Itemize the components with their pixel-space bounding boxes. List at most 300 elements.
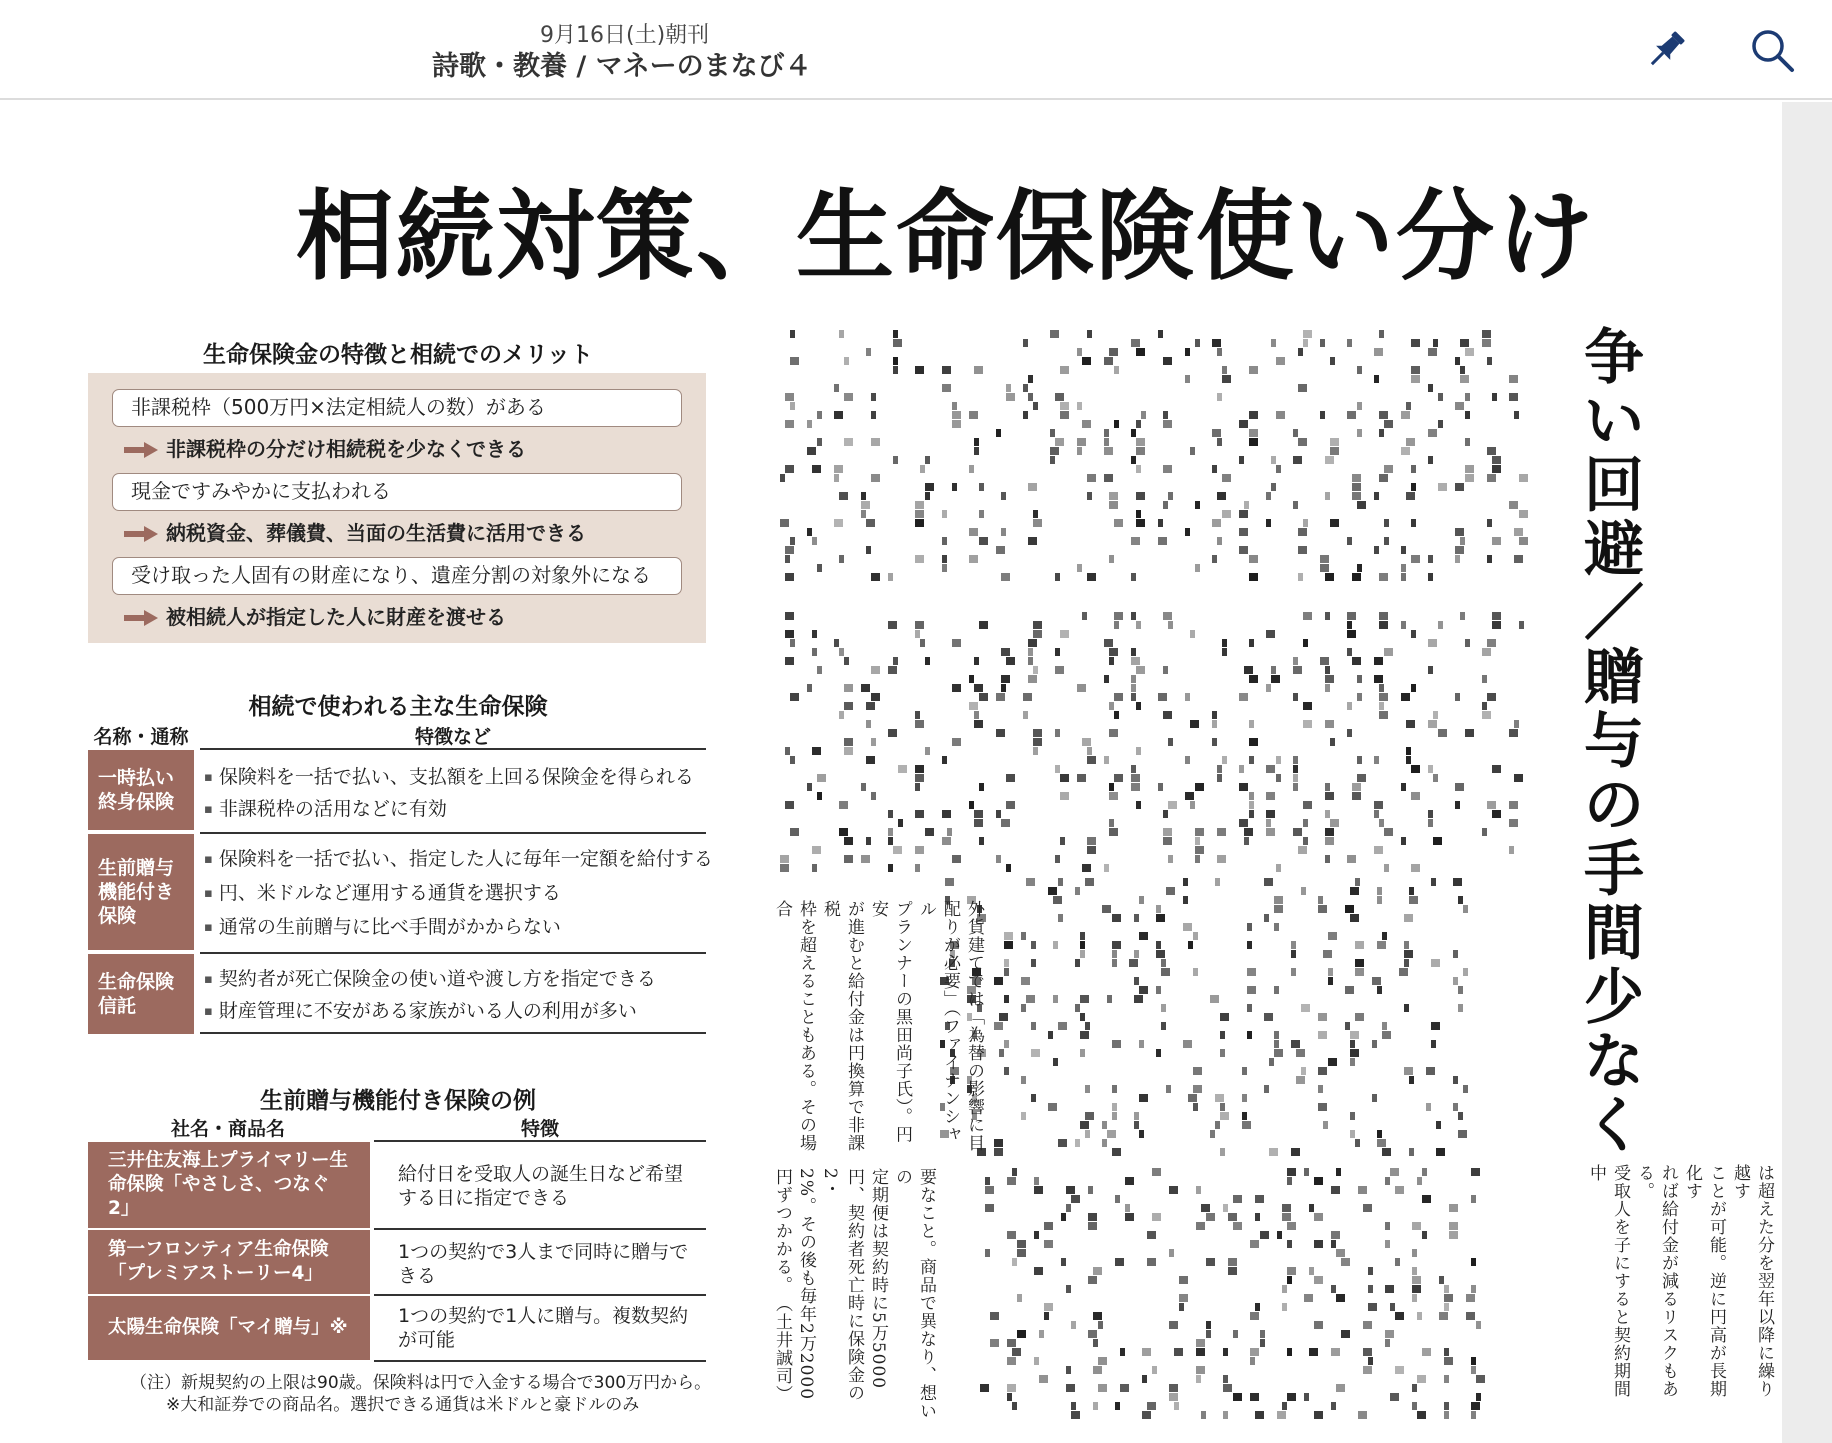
pixel-block [1109,729,1118,737]
merit-benefit-text: 被相続人が指定した人に財産を渡せる [166,605,506,629]
pixel-block [1426,1103,1431,1111]
pixel-block [1112,950,1117,958]
pixel-block [1223,1411,1228,1419]
pixel-block [1156,914,1165,922]
pixel-block [1379,474,1388,482]
pixel-block [1465,393,1470,401]
pixel-block [1514,774,1523,782]
pixel-block [979,693,988,701]
pixel-block [1239,456,1244,464]
pixel-block [1401,621,1406,629]
pixel-block [1131,774,1140,782]
pixel-block [925,456,930,464]
pixel-block [1098,1321,1103,1329]
pixel-block [1185,756,1190,764]
pixel-block [1412,1276,1421,1284]
pixel-block [1341,1258,1350,1266]
pixel-block [942,756,947,764]
pixel-block [1411,339,1420,347]
pixel-block [1007,1384,1016,1392]
pixel-block [812,537,817,545]
pixel-block [888,621,897,629]
pixel-block [1455,801,1460,809]
pixel-block [1406,720,1415,728]
pixel-block [871,411,876,419]
pixel-block [1077,447,1082,455]
pixel-block [1023,411,1028,419]
pixel-block [1438,420,1443,428]
pixel-block [1325,666,1330,674]
pixel-block [1274,1049,1283,1057]
pixel-block [834,465,843,473]
pixel-block [1169,1384,1178,1392]
pixel-block [1131,684,1136,692]
pixel-block [1163,465,1172,473]
pixel-block [1271,339,1276,347]
article-subhead [1574,323,1654,1161]
pixel-block [1250,1348,1259,1356]
pixel-block [1390,1393,1399,1401]
pixel-block [1350,1112,1355,1120]
pixel-block [925,492,930,500]
pixel-block [1055,648,1060,656]
pixel-block [1087,330,1092,338]
pixel-block [1195,564,1200,572]
pixel-block [1109,828,1118,836]
pixel-block [1134,1121,1139,1129]
pixel-block [1282,1204,1291,1212]
pixel-block [1093,1312,1102,1320]
pixel-block [1185,528,1190,536]
product-name: 太陽生命保険「マイ贈与」※ [88,1296,370,1360]
pixel-block [1411,519,1416,527]
pixel-block [1196,1222,1205,1230]
pixel-block [1374,846,1383,854]
merit-feature: 現金ですみやかに支払われる [112,473,682,511]
pixel-block [974,819,983,827]
pixel-block [888,864,893,872]
pixel-block [1075,959,1080,967]
pixel-block [1374,375,1379,383]
pixel-block [1169,1393,1178,1401]
pixel-block [1163,810,1168,818]
pixel-block [1206,1258,1215,1266]
pixel-block [1136,519,1145,527]
pixel-block [866,519,875,527]
pixel-block [915,519,924,527]
page-scroll-strip[interactable] [1782,102,1832,1443]
arrow-right-icon [124,607,158,631]
pixel-block [1195,783,1204,791]
pixel-block [1077,348,1082,356]
pixel-block [1058,1139,1067,1147]
pixel-block [1066,1285,1071,1293]
pixel-block [1077,684,1086,692]
pixel-block [1223,1375,1228,1383]
pixel-block [1336,1249,1345,1257]
pixel-block [1345,986,1354,994]
pixel-block [1212,720,1217,728]
pixel-block [974,684,983,692]
pixel-block [893,657,898,665]
pixel-block [1492,621,1501,629]
pixel-block [1471,1285,1476,1293]
pixel-block [979,783,984,791]
pixel-block [1379,702,1384,710]
pixel-block [1142,1348,1151,1356]
pixel-block [1433,711,1438,719]
pixel-block [1438,393,1443,401]
pixel-block [1185,693,1190,701]
pixel-block [1271,456,1276,464]
pixel-block [1152,1366,1157,1374]
search-icon[interactable] [1748,26,1796,74]
pixel-block [866,720,871,728]
pixel-block [1465,639,1470,647]
pixel-block [1210,995,1219,1003]
pixel-block [839,555,844,563]
merit-benefit [124,517,586,547]
pixel-block [1125,1204,1130,1212]
pixel-block [1399,968,1408,976]
pixel-block [1301,887,1306,895]
pixel-block [1055,765,1060,773]
pixel-block [1077,564,1082,572]
pixel-block [1368,1285,1373,1293]
pixel-block [969,675,974,683]
pixel-block [915,630,920,638]
pixel-block [996,810,1001,818]
pixel-block [1023,339,1028,347]
pixel-block [785,546,794,554]
pixel-block [1247,1004,1252,1012]
table-rule [374,1294,706,1296]
pixel-block [1431,1022,1440,1030]
pixel-block [1293,756,1298,764]
pixel-block [1363,1348,1372,1356]
pixel-block [1055,573,1060,581]
pixel-block [1519,537,1528,545]
pixel-block [1031,1022,1036,1030]
pixel-block [1363,1366,1372,1374]
article-line: 要なこと。商品で異なり、想いの [892,1168,936,1420]
pixel-block [1006,393,1015,401]
pixel-block [1026,995,1035,1003]
pixel-block [1266,684,1271,692]
pixel-block [920,639,925,647]
pixel-block [1282,1303,1287,1311]
pixel-block [1357,402,1362,410]
pixel-block [1509,819,1518,827]
pixel-block [1379,573,1388,581]
pixel-block [1021,1076,1026,1084]
pixel-block [1395,1312,1404,1320]
pixel-block [1048,1031,1053,1039]
pixel-block [1136,621,1141,629]
pixel-block [1411,864,1420,872]
pixel-block [1206,1213,1215,1221]
pixel-block [785,747,790,755]
pixel-block [1004,1067,1009,1075]
pixel-block [1147,1402,1156,1410]
pixel-block [915,864,920,872]
pixel-block [1212,429,1221,437]
pixel-block [1298,846,1307,854]
pixel-block [1411,765,1420,773]
pixel-block [1357,675,1362,683]
pixel-block [1196,1375,1201,1383]
pixel-block [996,693,1005,701]
pixel-block [1104,429,1109,437]
article-line: れば給付金が減るリスクもある。 [1634,1164,1678,1398]
pixel-block [1093,1267,1102,1275]
pixel-block [1004,968,1009,976]
pixel-block [1318,896,1323,904]
pixel-block [1114,693,1123,701]
pixel-block [1325,783,1330,791]
pin-icon[interactable] [1642,26,1690,74]
pixel-block [1264,1085,1269,1093]
pixel-block [1438,729,1447,737]
pixel-block [1193,1085,1202,1093]
pixel-block [1217,774,1222,782]
pixel-block [1355,878,1360,886]
pixel-block [1195,837,1200,845]
pixel-block [1347,612,1356,620]
pixel-block [1409,887,1414,895]
pixel-block [785,801,794,809]
pixel-block [1476,1321,1481,1329]
pixel-block [1509,393,1518,401]
pixel-block [1444,1294,1453,1302]
pixel-block [785,555,790,563]
pixel-block [1347,702,1352,710]
pixel-block [1287,1393,1296,1401]
pixel-block [1247,941,1252,949]
pixel-block [1220,1049,1225,1057]
pixel-block [1266,519,1271,527]
pixel-block [1161,1022,1166,1030]
pixel-block [1422,1168,1427,1176]
pixel-block [1298,438,1307,446]
pixel-block [1006,774,1015,782]
pixel-block [1303,720,1312,728]
pixel-block [1102,1121,1107,1129]
pixel-block [1161,968,1170,976]
pixel-block [1390,1168,1399,1176]
pixel-block [1519,510,1528,518]
pixel-block [1249,366,1258,374]
subhead-char: 与 [1584,707,1644,777]
pixel-block [1098,1384,1107,1392]
pixel-block [1433,774,1438,782]
pixel-block [1017,1240,1026,1248]
pixel-block [1082,738,1091,746]
pixel-block [1463,905,1468,913]
pixel-block [844,393,853,401]
pixel-block [1276,774,1281,782]
pixel-block [1082,357,1091,365]
pixel-block [1112,914,1121,922]
pixel-block [1368,1267,1373,1275]
pixel-block [1142,1411,1151,1419]
pixel-block [1048,887,1057,895]
pixel-block [1422,1231,1427,1239]
pixel-block [1147,1231,1156,1239]
pixel-block [1023,693,1032,701]
pixel-block [1239,546,1248,554]
pixel-block [1293,693,1298,701]
pixel-block [952,411,961,419]
pixel-block [1347,621,1352,629]
pixel-block [952,483,957,491]
pixel-block [1001,573,1010,581]
pixel-block [1363,1321,1372,1329]
pixel-block [1406,492,1415,500]
pixel-block [1320,657,1329,665]
pixel-block [1055,855,1060,863]
pixel-block [994,1148,1003,1156]
pixel-block [1274,923,1279,931]
pixel-block [1309,1348,1318,1356]
pixel-block [1156,905,1161,913]
pixel-block [1458,1004,1463,1012]
pixel-block [1201,1411,1206,1419]
pixel-block [1080,1013,1085,1021]
pixel-block [1264,878,1273,886]
pixel-block [1291,941,1296,949]
pixel-block [1031,941,1036,949]
pixel-block [1163,420,1172,428]
pixel-block [1330,519,1339,527]
pixel-block [1331,1231,1340,1239]
pixel-block [1112,1103,1117,1111]
pixel-block [1053,941,1058,949]
pixel-block [1455,357,1460,365]
pixel-block [1104,864,1109,872]
pixel-block [915,711,920,719]
pixel-block [866,348,871,356]
pixel-block [1190,801,1195,809]
pixel-block [1249,429,1258,437]
pixel-block [1075,1004,1080,1012]
pixel-block [1134,914,1139,922]
pixel-block [1161,959,1166,967]
pixel-block [1114,774,1123,782]
pixel-block [1217,765,1222,773]
pixel-block [1158,330,1163,338]
pixel-block [1006,657,1015,665]
pixel-block [1303,339,1308,347]
pixel-block [1291,1040,1300,1048]
pixel-block [1406,747,1411,755]
pixel-block [1071,1195,1080,1203]
pixel-block [1249,573,1258,581]
pixel-block [1372,1040,1377,1048]
pixel-block [893,846,902,854]
pixel-block [1377,1139,1386,1147]
pixel-block [1023,711,1028,719]
pixel-block [1444,1357,1453,1365]
pixel-block [1492,765,1501,773]
pixel-block [969,702,978,710]
pixel-block [1031,1094,1036,1102]
pixel-block [942,555,947,563]
pixel-block [1492,810,1501,818]
pixel-block [1455,783,1464,791]
table-rule [200,1032,706,1034]
pixel-block [952,684,961,692]
pixel-block [888,828,893,836]
pixel-block [1071,1321,1076,1329]
pixel-block [888,837,893,845]
pixel-block [1139,932,1148,940]
pixel-block [1274,905,1283,913]
pixel-block [1352,483,1361,491]
pixel-block [1411,366,1420,374]
pixel-block [1028,537,1037,545]
pixel-block [1075,1139,1080,1147]
pixel-block [1210,1130,1215,1138]
pixel-block [1269,1058,1274,1066]
pixel-block [790,330,795,338]
pixel-block [1271,666,1276,674]
pixel-block [1492,393,1497,401]
pixel-block [1409,1148,1414,1156]
pixel-block [1244,501,1249,509]
pixel-block [1058,914,1063,922]
pixel-block [1428,384,1433,392]
pixel-block [1492,612,1501,620]
article-text-column [1584,1164,1776,1400]
pixel-block [1034,1267,1043,1275]
pixel-block [1293,657,1298,665]
pixel-block [1058,1022,1067,1030]
pixel-block [1033,510,1038,518]
pixel-block [1412,1249,1417,1257]
pixel-block [1384,465,1393,473]
pixel-block [1352,492,1361,500]
article-line: 外貨建てでは「為替の影響に目 [964,900,984,1152]
pixel-block [1001,819,1010,827]
pixel-block [1320,339,1325,347]
pixel-block [952,402,957,410]
pixel-block [1298,528,1307,536]
pixel-block [1347,339,1352,347]
pixel-block [1120,1384,1129,1392]
pixel-block [1163,612,1172,620]
pixel-block [1021,977,1030,985]
pixel-block [1482,648,1491,656]
pixel-block [1249,555,1258,563]
pixel-block [1357,429,1362,437]
pixel-block [1217,537,1222,545]
pixel-block [1487,555,1492,563]
pixel-block [1136,492,1145,500]
pixel-block [1384,420,1393,428]
pixel-block [1033,519,1042,527]
pixel-block [1482,702,1487,710]
pixel-block [1298,348,1303,356]
pixel-block [1264,1013,1273,1021]
pixel-block [1028,375,1033,383]
pixel-block [1158,783,1163,791]
pixel-block [1028,483,1037,491]
pixel-block [1428,720,1437,728]
pixel-block [1509,375,1518,383]
pixel-block [1428,429,1437,437]
pixel-block [1401,573,1406,581]
